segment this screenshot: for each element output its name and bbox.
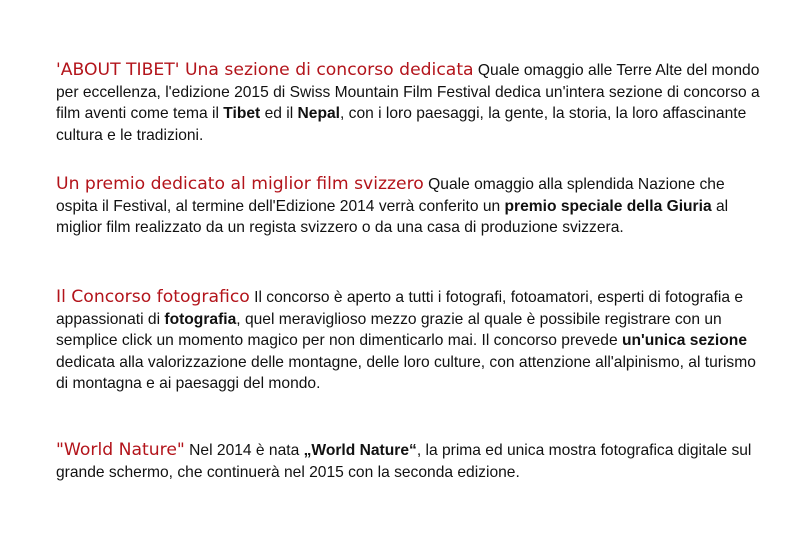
- body-bold-single-section: un'unica sezione: [621, 332, 747, 349]
- body-text: , la prima ed unica mostra fotografica digitale sul grande schermo, che continuerà nel 2015 con la seconda edizione.: [56, 442, 752, 481]
- body-text: dedicata alla valorizzazione delle montagne, delle loro culture, con attenzione all'alpinismo, al turismo di montagna e ai paesaggi del mondo.: [56, 353, 756, 392]
- body-bold-tibet: Tibet: [223, 105, 261, 122]
- body-bold-nepal: Nepal: [297, 105, 340, 122]
- section-heading: "World Nature": [56, 440, 185, 460]
- section-swiss-film-prize: [56, 174, 764, 239]
- section-heading: Il Concorso fotografico: [56, 287, 250, 307]
- section-photo-contest: [56, 287, 764, 395]
- section-heading: 'ABOUT TIBET' Una sezione di concorso dedicata: [56, 60, 474, 80]
- body-text: Il concorso è aperto a tutti i fotografi, fotoamatori, esperti di fotografia e appassionati di: [56, 289, 744, 328]
- section-heading: Un premio dedicato al miglior film svizzero: [56, 174, 424, 194]
- body-text: ed il: [260, 105, 298, 122]
- body-text: Nel 2014 è nata: [184, 442, 304, 459]
- body-text: Quale omaggio alle Terre Alte del mondo per eccellenza, l'edizione 2015 di Swiss Mountain Film Festival dedica un'intera sezione di concorso a film aventi come tema il: [56, 62, 760, 122]
- body-bold-world-nature: „World Nature“: [303, 442, 417, 459]
- section-world-nature: [56, 440, 764, 483]
- body-text: Quale omaggio alla splendida Nazione che ospita il Festival, al termine dell'Edizione 2014 verrà conferito un: [56, 176, 725, 215]
- body-text: , con i loro paesaggi, la gente, la storia, la loro affascinante cultura e le tradizioni.: [56, 105, 747, 144]
- body-bold-fotografia: fotografia: [164, 310, 237, 328]
- body-text: , quel meraviglioso mezzo grazie al quale è possibile registrare con un semplice click un momento magico per non dimenticarlo mai. Il concorso prevede: [56, 310, 722, 349]
- section-about-tibet: [56, 60, 764, 146]
- body-bold-jury-prize: premio speciale della Giuria: [504, 197, 712, 215]
- body-text: al miglior film realizzato da un regista svizzero o da una casa di produzione svizzera.: [56, 197, 729, 236]
